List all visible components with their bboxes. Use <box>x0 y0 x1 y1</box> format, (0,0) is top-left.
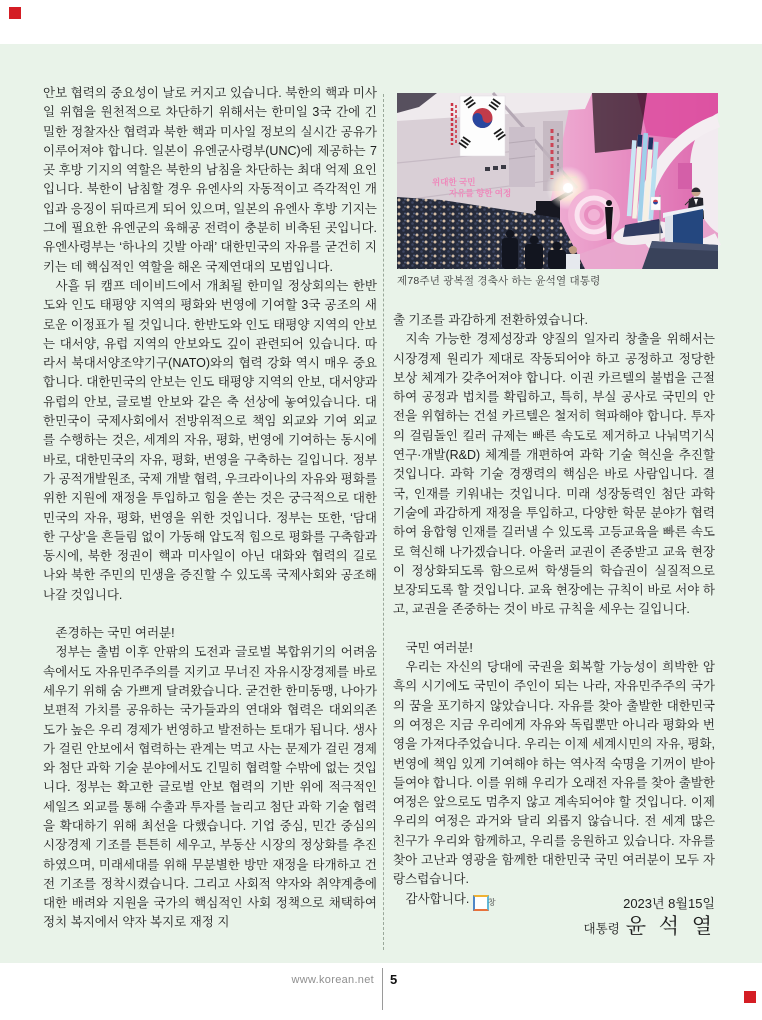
column-divider <box>383 94 384 950</box>
ceremony-photo <box>397 93 718 269</box>
body-paragraph: 출 기조를 과감하게 전환하였습니다. <box>393 313 589 327</box>
section-heading: 존경하는 국민 여러분! <box>55 626 175 641</box>
body-paragraph: 정부는 출범 이후 안팎의 도전과 글로벌 복합위기의 어려움 속에서도 자유민주주의를 지키고 무너진 자유시장경제를 바로 세우기 위해 숨 가쁘게 달려왔습니다. 굳건한 한미동맹, 나아가 보편적 가치를 공유하는 국가들과의 연대와 협력은 대외의존도가 높은 우리 경제가 번영하고 발전하는 토대가 됩니다. 생사가 걸린 안보에서 협력하는 관계는 먹고 사는 문제가 걸린 경제와 첨단 과학 기술 분야에서도 긴밀히 협력할 수밖에 없는 것입니다. 정부는 확고한 글로벌 안보 협력의 기반 위에 적극적인 세일즈 외교를 통해 수출과 투자를 늘리고 첨단 과학 기술 협력을 확대하기 위해 최선을 다했습니다. 기업 중심, 민간 중심의 시장경제 기조를 튼튼히 세우고, 부동산 시장의 정상화를 추진하였으며, 미래세대를 위해 무분별한 방만 재정을 타개하고 건전 기조를 정착시켰습니다. 그리고 사회적 약자와 취약계층에 대한 배려와 지원을 국가의 핵심적인 사회 정책으로 채택하여 정치 복지에서 약자 복지로 재정 지 <box>43 645 377 930</box>
signature-line <box>393 910 715 940</box>
ceremony-photo-illustration <box>397 93 718 269</box>
signer-title: 대통령 <box>583 922 620 936</box>
crop-mark-top-left <box>9 7 21 19</box>
body-paragraph: 지속 가능한 경제성장과 양질의 일자리 창출을 위해서는 시장경제 원리가 제대로 작동되어야 하고 공정하고 정당한 보상 체계가 갖추어져야 합니다. 이권 카르텔의 불법을 근절하여 공정과 법치를 확립하고, 특히, 부실 공사로 국민의 안전을 위협하는 건설 카르텔은 철저히 혁파해야 합니다. 투자의 걸림돌인 킬러 규제는 빠른 속도로 제거하고 나눠먹기식 연구·개발(R&D) 체계를 개편하여 과학 기술 혁신을 추진할 것입니다. 과학 기술 경쟁력의 핵심은 바로 사람입니다. 결국, 인재를 키워내는 것입니다. 미래 성장동력인 첨단 과학 기술에 과감하게 재정을 투입하고, 다양한 학문 분야가 협력하여 융합형 인재를 길러낼 수 있도록 고등교육을 빠른 속도로 혁신해 나가겠습니다. 아울러 교권이 존중받고 교육 현장이 정상화되도록 함으로써 학생들의 학습권이 실질적으로 보장되도록 할 것입니다. 교육 현장에는 규칙이 바로 서야 하고, 교권을 존중하는 것이 바로 규칙을 세우는 길입니다. <box>393 332 715 617</box>
footer-divider <box>382 968 383 1010</box>
body-paragraph: 안보 협력의 중요성이 날로 커지고 있습니다. 북한의 핵과 미사일 위협을 원천적으로 차단하기 위해서는 한미일 3국 간에 긴밀한 정찰자산 협력과 북한 핵과 미사일 정보의 실시간 공유가 이루어져야 합니다. 일본이 유엔군사령부(UNC)에 제공하는 7곳 후방 기지의 역할은 북한의 남침을 차단하는 최대 억제 요인입니다. 북한이 남침할 경우 유엔사의 자동적이고 즉각적인 개입과 응징이 뒤따르게 되어 있으며, 일본의 유엔사 후방 기지는 그에 필요한 유엔군의 육해공 전력이 충분히 비축된 곳입니다. 유엔사령부는 ‘하나의 깃발 아래’ 대한민국의 자유를 굳건히 지키는 데 핵심적인 역할을 해온 국제연대의 모범입니다. <box>43 86 377 274</box>
wall-slogan-line1: 위대한 국민 <box>432 177 476 187</box>
end-mark-glyph: 창 <box>487 897 496 907</box>
signer-name: 윤 석 열 <box>625 914 715 938</box>
body-paragraph: 사흘 뒤 캠프 데이비드에서 개최될 한미일 정상회의는 한반도와 인도 태평양 지역의 평화와 번영에 기여할 3국 공조의 새로운 이정표가 될 것입니다. 한반도와 인도 태평양 지역의 안보는 대서양, 유럽 지역의 안보와도 깊이 관련되어 있습니다. 따라서 북대서양조약기구(NATO)와의 협력 강화 역시 매우 중요합니다. 대한민국의 안보는 인도 태평양 지역의 안보, 대서양과 유럽의 안보, 글로벌 안보와 같은 축 선상에 놓여있습니다. 대한민국이 국제사회에서 전방위적으로 책임 외교와 기여 외교를 수행하는 것은, 세계의 자유, 평화, 번영에 기여하는 동시에 바로, 대한민국의 자유, 평화, 번영을 구축하는 길입니다. 정부가 공적개발원조, 국제 개발 협력, 우크라이나의 자유와 평화를 위한 지원에 재정을 투입하고 힘을 쏟는 것은 궁극적으로 대한민국의 자유, 평화, 번영을 위한 것입니다. 정부는 또한, ‘담대한 구상’을 흔들림 없이 가동해 압도적 힘으로 평화를 구축함과 동시에, 북한 정권이 핵과 미사일이 아닌 대화와 협력의 길로 나와 북한 주민의 민생을 증진할 수 있도록 국제사회와 공조해 나갈 것입니다. <box>43 278 377 602</box>
article-left-column <box>43 84 377 933</box>
section-heading: 국민 여러분! <box>405 640 473 655</box>
crop-mark-bottom-right <box>744 991 756 1003</box>
taegukgi-banner <box>459 96 505 156</box>
photo-caption: 제78주년 광복절 경축사 하는 윤석열 대통령 <box>397 275 601 287</box>
speech-date: 2023년 8월15일 <box>623 896 715 911</box>
body-paragraph: 우리는 자신의 당대에 국권을 회복할 가능성이 희박한 암흑의 시기에도 국민이 주인이 되는 나라, 자유민주주의 국가의 꿈을 포기하지 않았습니다. 자유를 찾아 출발한 대한민국의 여정은 지금 우리에게 자유와 독립뿐만 아니라 평화와 번영을 가져다주었습니다. 우리는 이제 세계시민의 자유, 평화, 번영에 책임 있게 기여해야 하는 역사적 숙명을 기꺼이 받아들여야 합니다. 이를 위해 우리가 오래전 자유를 찾아 출발한 여정은 앞으로도 멈추지 않고 계속되어야 할 것입니다. 이제 우리의 여정은 과거와 달리 외롭지 않습니다. 전 세계 많은 친구가 우리와 함께하고, 우리를 응원하고 있습니다. 자유를 찾아 고난과 영광을 함께한 대한민국 국민 여러분이 모두 자랑스럽습니다. <box>393 660 715 887</box>
footer-url: www.korean.net <box>291 974 374 986</box>
wall-slogan-line2: 자유를 향한 여정 <box>449 188 512 198</box>
page-number: 5 <box>390 972 398 987</box>
closing-text: 감사합니다. <box>405 891 470 906</box>
